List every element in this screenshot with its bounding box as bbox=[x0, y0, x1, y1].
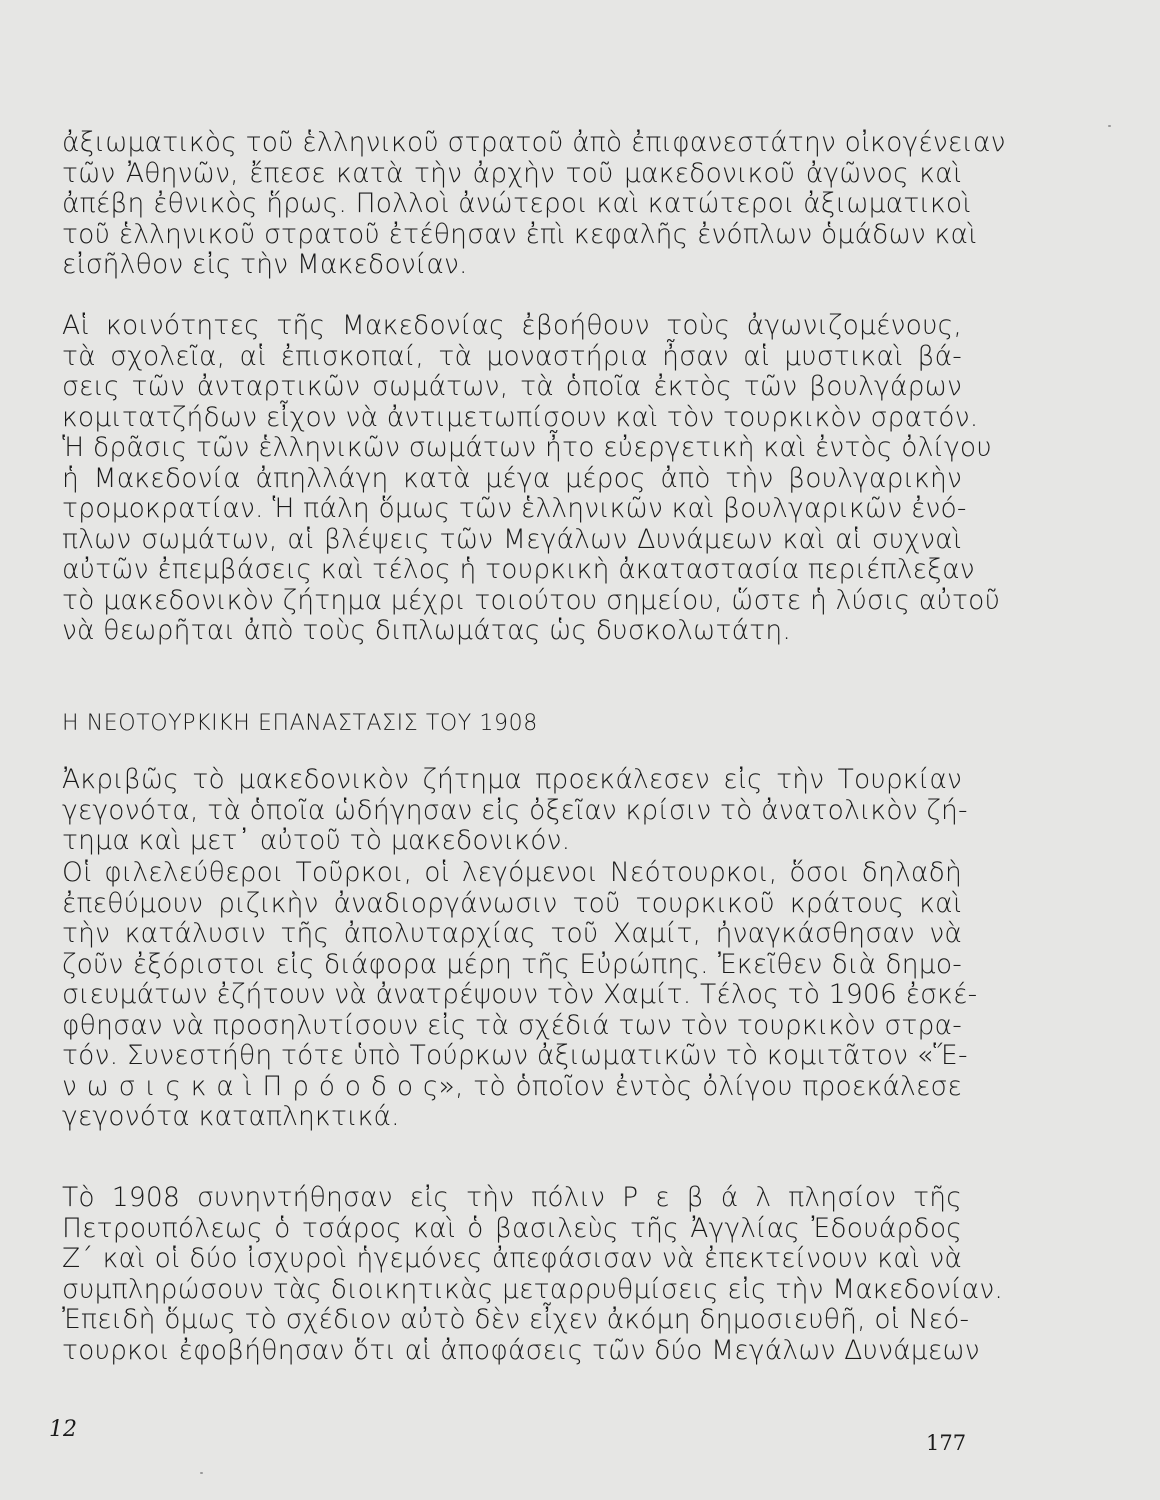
text-line: ἀξιωματικὸς τοῦ ἑλληνικοῦ στρατοῦ ἀπὸ ἐπιφανεστάτην οἰκογένειαν bbox=[62, 127, 1006, 158]
text-line: Ἀκριβῶς τὸ μακεδονικὸν ζήτημα προεκάλεσεν εἰς τὴν Τουρκίαν bbox=[62, 764, 962, 795]
text-line: τὸ μακεδονικὸν ζήτημα μέχρι τοιούτου σημείου, ὥστε ἡ λύσις αὐτοῦ bbox=[62, 584, 1001, 616]
text-line: ἐπεθύμουν ριζικὴν ἀναδιοργάνωσιν τοῦ τουρκικοῦ κράτους καὶ bbox=[62, 887, 962, 919]
text-line: τουρκοι ἐφοβήθησαν ὅτι αἱ ἀποφάσεις τῶν δύο Μεγάλων Δυνάμεων bbox=[62, 1334, 980, 1366]
text-line: ἀπέβη ἐθνικὸς ἥρως. Πολλοὶ ἀνώτεροι καὶ κατώτεροι ἀξιωματικοὶ bbox=[62, 188, 972, 219]
text-line: σιευμάτων ἐζήτουν νὰ ἀνατρέψουν τὸν Χαμίτ. Τέλος τὸ 1906 ἐσκέ- bbox=[62, 979, 978, 1010]
text-line: τόν. Συνεστήθη τότε ὑπὸ Τούρκων ἀξιωματικῶν τὸ κομιτᾶτον «Ἕ- bbox=[62, 1040, 968, 1071]
signature-mark: 12 bbox=[49, 1417, 77, 1442]
paragraph-2 bbox=[62, 310, 1001, 647]
text-line: τὰ σχολεῖα, αἱ ἐπισκοπαί, τὰ μοναστήρια ἦσαν αἱ μυστικαὶ βά- bbox=[62, 340, 962, 372]
text-line: τοῦ ἑλληνικοῦ στρατοῦ ἐτέθησαν ἐπὶ κεφαλῆς ἐνόπλων ὁμάδων καὶ bbox=[62, 218, 978, 250]
text-line: Ἐπειδὴ ὅμως τὸ σχέδιον αὐτὸ δὲν εἶχεν ἀκόμη δημοσιευθῆ, οἱ Νεό- bbox=[62, 1304, 970, 1335]
text-line: ἡ Μακεδονία ἀπηλλάγη κατὰ μέγα μέρος ἀπὸ τὴν βουλγαρικὴν bbox=[62, 462, 962, 494]
text-line: τημα καὶ μετ᾿ αὐτοῦ τὸ μακεδονικόν. bbox=[62, 825, 571, 856]
print-speck bbox=[200, 1472, 203, 1474]
text-line: Τὸ 1908 συνηντήθησαν εἰς τὴν πόλιν Ρ ε β ά λ πλησίον τῆς bbox=[62, 1182, 962, 1213]
text-line: Αἱ κοινότητες τῆς Μακεδονίας ἐβοήθουν τοὺς ἀγωνιζομένους, bbox=[62, 310, 962, 341]
page-number: 177 bbox=[926, 1431, 967, 1455]
text-line: Πετρουπόλεως ὁ τσάρος καὶ ὁ βασιλεὺς τῆς Ἀγγλίας Ἐδουάρδος bbox=[62, 1212, 962, 1244]
paragraph-4 bbox=[62, 857, 978, 1133]
text-line: αὐτῶν ἐπεμβάσεις καὶ τέλος ἡ τουρκικὴ ἀκαταστασία περιέπλεξαν bbox=[62, 554, 975, 585]
text-line: γεγονότα, τὰ ὁποῖα ὡδήγησαν εἰς ὀξεῖαν κρίσιν τὸ ἀνατολικὸν ζή- bbox=[62, 794, 968, 826]
text-line: τρομοκρατίαν. Ἡ πάλη ὅμως τῶν ἑλληνικῶν καὶ βουλγαρικῶν ἐνό- bbox=[62, 493, 967, 524]
text-line: κομιτατζήδων εἶχον νὰ ἀντιμετωπίσουν καὶ τὸν τουρκικὸν σρατόν. bbox=[62, 401, 979, 433]
text-line: γεγονότα καταπληκτικά. bbox=[62, 1101, 400, 1132]
text-line: εἰσῆλθον εἰς τὴν Μακεδονίαν. bbox=[62, 249, 468, 280]
text-line: ν ω σ ι ς κ α ὶ Π ρ ό ο δ ο ς», τὸ ὁποῖον ἐντὸς ὀλίγου προεκάλεσε bbox=[62, 1070, 962, 1102]
text-line: Οἱ φιλελεύθεροι Τοῦρκοι, οἱ λεγόμενοι Νεότουρκοι, ὅσοι δηλαδὴ bbox=[62, 857, 962, 888]
text-line: νὰ θεωρῆται ἀπὸ τοὺς διπλωμάτας ὡς δυσκολωτάτη. bbox=[62, 615, 792, 646]
text-line: ζοῦν ἐξόριστοι εἰς διάφορα μέρη τῆς Εὐρώπης. Ἐκεῖθεν διὰ δημο- bbox=[62, 948, 962, 980]
text-line: Ζ΄ καὶ οἱ δύο ἰσχυροὶ ἡγεμόνες ἀπεφάσισαν νὰ ἐπεκτείνουν καὶ νὰ bbox=[62, 1243, 962, 1274]
text-line: τῶν Ἀθηνῶν, ἔπεσε κατὰ τὴν ἀρχὴν τοῦ μακεδονικοῦ ἀγῶνος καὶ bbox=[62, 157, 962, 189]
section-heading: Η ΝΕΟΤΟΥΡΚΙΚΗ ΕΠΑΝΑΣΤΑΣΙΣ ΤΟΥ 1908 bbox=[62, 711, 538, 736]
text-line: τὴν κατάλυσιν τῆς ἀπολυταρχίας τοῦ Χαμίτ, ἠναγκάσθησαν νὰ bbox=[62, 918, 962, 949]
text-line: συμπληρώσουν τὰς διοικητικὰς μεταρρυθμίσεις εἰς τὴν Μακεδονίαν. bbox=[62, 1273, 1003, 1305]
paragraph-5 bbox=[62, 1182, 1003, 1366]
print-speck bbox=[1108, 125, 1111, 127]
text-line: φθησαν νὰ προσηλυτίσουν εἰς τὰ σχέδιά των τὸν τουρκικὸν στρα- bbox=[62, 1009, 962, 1041]
text-line: πλων σωμάτων, αἱ βλέψεις τῶν Μεγάλων Δυνάμεων καὶ αἱ συχναὶ bbox=[62, 523, 962, 555]
text-line: σεις τῶν ἀνταρτικῶν σωμάτων, τὰ ὁποῖα ἐκτὸς τῶν βουλγάρων bbox=[62, 371, 962, 402]
paragraph-1 bbox=[62, 127, 1006, 281]
paragraph-3 bbox=[62, 764, 968, 857]
text-line: Ἡ δρᾶσις τῶν ἑλληνικῶν σωμάτων ἦτο εὐεργετικὴ καὶ ἐντὸς ὀλίγου bbox=[62, 432, 992, 463]
